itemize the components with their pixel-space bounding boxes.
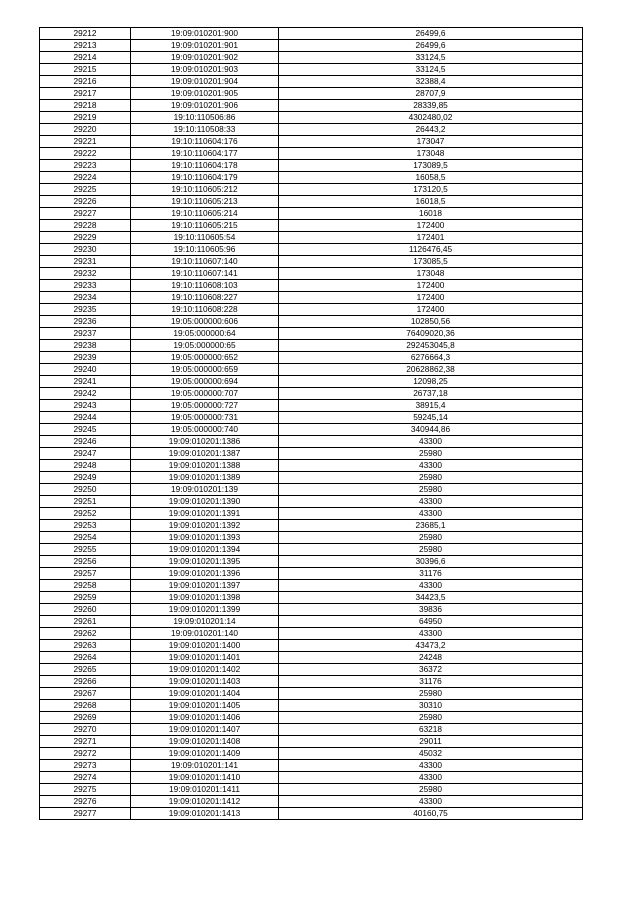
value-cell: 36372	[279, 664, 583, 676]
value-cell: 172400	[279, 304, 583, 316]
table-row	[40, 592, 583, 604]
row-number-cell: 29257	[40, 568, 131, 580]
row-number-cell: 29225	[40, 184, 131, 196]
row-number-cell: 29226	[40, 196, 131, 208]
table-row	[40, 664, 583, 676]
cadastral-number-cell: 19:10:110607:140	[131, 256, 279, 268]
value-cell: 59245,14	[279, 412, 583, 424]
row-number-cell: 29273	[40, 760, 131, 772]
cadastral-number-cell: 19:09:010201:1408	[131, 736, 279, 748]
cadastral-number-cell: 19:10:110604:177	[131, 148, 279, 160]
cadastral-number-cell: 19:09:010201:1389	[131, 472, 279, 484]
cadastral-number-cell: 19:09:010201:1386	[131, 436, 279, 448]
row-number-cell: 29251	[40, 496, 131, 508]
table-row	[40, 244, 583, 256]
value-cell: 16058,5	[279, 172, 583, 184]
table-row	[40, 604, 583, 616]
row-number-cell: 29258	[40, 580, 131, 592]
table-row	[40, 784, 583, 796]
row-number-cell: 29213	[40, 40, 131, 52]
value-cell: 64950	[279, 616, 583, 628]
table-row	[40, 112, 583, 124]
cadastral-number-cell: 19:10:110605:212	[131, 184, 279, 196]
table-row	[40, 712, 583, 724]
cadastral-number-cell: 19:10:110605:54	[131, 232, 279, 244]
cadastral-number-cell: 19:05:000000:731	[131, 412, 279, 424]
row-number-cell: 29244	[40, 412, 131, 424]
row-number-cell: 29214	[40, 52, 131, 64]
table-row	[40, 640, 583, 652]
cadastral-number-cell: 19:10:110608:227	[131, 292, 279, 304]
row-number-cell: 29256	[40, 556, 131, 568]
value-cell: 173048	[279, 148, 583, 160]
cadastral-number-cell: 19:09:010201:141	[131, 760, 279, 772]
value-cell: 43300	[279, 772, 583, 784]
cadastral-number-cell: 19:09:010201:1390	[131, 496, 279, 508]
row-number-cell: 29235	[40, 304, 131, 316]
cadastral-number-cell: 19:09:010201:1391	[131, 508, 279, 520]
value-cell: 26443,2	[279, 124, 583, 136]
row-number-cell: 29254	[40, 532, 131, 544]
cadastral-number-cell: 19:09:010201:1395	[131, 556, 279, 568]
cadastral-number-cell: 19:09:010201:906	[131, 100, 279, 112]
value-cell: 45032	[279, 748, 583, 760]
value-cell: 76409020,36	[279, 328, 583, 340]
value-cell: 16018	[279, 208, 583, 220]
row-number-cell: 29239	[40, 352, 131, 364]
row-number-cell: 29229	[40, 232, 131, 244]
table-row	[40, 484, 583, 496]
row-number-cell: 29231	[40, 256, 131, 268]
value-cell: 30396,6	[279, 556, 583, 568]
table-row	[40, 100, 583, 112]
row-number-cell: 29259	[40, 592, 131, 604]
row-number-cell: 29269	[40, 712, 131, 724]
value-cell: 172401	[279, 232, 583, 244]
cadastral-number-cell: 19:10:110604:178	[131, 160, 279, 172]
table-row	[40, 400, 583, 412]
value-cell: 39836	[279, 604, 583, 616]
row-number-cell: 29265	[40, 664, 131, 676]
value-cell: 28339,85	[279, 100, 583, 112]
value-cell: 43300	[279, 460, 583, 472]
row-number-cell: 29270	[40, 724, 131, 736]
value-cell: 173089,5	[279, 160, 583, 172]
row-number-cell: 29216	[40, 76, 131, 88]
row-number-cell: 29248	[40, 460, 131, 472]
cadastral-number-cell: 19:09:010201:1403	[131, 676, 279, 688]
row-number-cell: 29264	[40, 652, 131, 664]
cadastral-number-cell: 19:09:010201:1398	[131, 592, 279, 604]
value-cell: 172400	[279, 220, 583, 232]
table-row	[40, 532, 583, 544]
row-number-cell: 29246	[40, 436, 131, 448]
cadastral-number-cell: 19:05:000000:740	[131, 424, 279, 436]
cadastral-number-cell: 19:09:010201:1388	[131, 460, 279, 472]
table-row	[40, 184, 583, 196]
table-row	[40, 292, 583, 304]
cadastral-number-cell: 19:09:010201:1392	[131, 520, 279, 532]
cadastral-number-cell: 19:09:010201:900	[131, 28, 279, 40]
table-row	[40, 724, 583, 736]
row-number-cell: 29263	[40, 640, 131, 652]
table-row	[40, 760, 583, 772]
table-row	[40, 352, 583, 364]
table-row	[40, 472, 583, 484]
row-number-cell: 29266	[40, 676, 131, 688]
row-number-cell: 29223	[40, 160, 131, 172]
value-cell: 63218	[279, 724, 583, 736]
row-number-cell: 29250	[40, 484, 131, 496]
row-number-cell: 29217	[40, 88, 131, 100]
table-row	[40, 520, 583, 532]
cadastral-number-cell: 19:09:010201:1409	[131, 748, 279, 760]
value-cell: 43300	[279, 496, 583, 508]
table-row	[40, 76, 583, 88]
value-cell: 26499,6	[279, 28, 583, 40]
cadastral-number-cell: 19:05:000000:727	[131, 400, 279, 412]
cadastral-number-cell: 19:10:110508:33	[131, 124, 279, 136]
value-cell: 292453045,8	[279, 340, 583, 352]
table-row	[40, 700, 583, 712]
table-row	[40, 580, 583, 592]
value-cell: 1126476,45	[279, 244, 583, 256]
value-cell: 38915,4	[279, 400, 583, 412]
row-number-cell: 29271	[40, 736, 131, 748]
value-cell: 173085,5	[279, 256, 583, 268]
table-row	[40, 412, 583, 424]
row-number-cell: 29241	[40, 376, 131, 388]
table-row	[40, 748, 583, 760]
table-row	[40, 772, 583, 784]
row-number-cell: 29228	[40, 220, 131, 232]
value-cell: 25980	[279, 472, 583, 484]
cadastral-number-cell: 19:05:000000:606	[131, 316, 279, 328]
cadastral-number-cell: 19:09:010201:902	[131, 52, 279, 64]
table-row	[40, 688, 583, 700]
table-row	[40, 304, 583, 316]
cadastral-number-cell: 19:05:000000:64	[131, 328, 279, 340]
cadastral-number-cell: 19:10:110506:86	[131, 112, 279, 124]
row-number-cell: 29242	[40, 388, 131, 400]
value-cell: 28707,9	[279, 88, 583, 100]
value-cell: 23685,1	[279, 520, 583, 532]
row-number-cell: 29236	[40, 316, 131, 328]
value-cell: 6276664,3	[279, 352, 583, 364]
cadastral-number-cell: 19:09:010201:1405	[131, 700, 279, 712]
value-cell: 25980	[279, 484, 583, 496]
cadastral-number-cell: 19:09:010201:903	[131, 64, 279, 76]
table-row	[40, 52, 583, 64]
cadastral-number-cell: 19:09:010201:901	[131, 40, 279, 52]
value-cell: 173120,5	[279, 184, 583, 196]
table-row	[40, 796, 583, 808]
value-cell: 25980	[279, 688, 583, 700]
table-row	[40, 316, 583, 328]
cadastral-number-cell: 19:09:010201:1393	[131, 532, 279, 544]
cadastral-number-cell: 19:09:010201:904	[131, 76, 279, 88]
value-cell: 173047	[279, 136, 583, 148]
row-number-cell: 29227	[40, 208, 131, 220]
row-number-cell: 29237	[40, 328, 131, 340]
value-cell: 43300	[279, 796, 583, 808]
value-cell: 43300	[279, 628, 583, 640]
row-number-cell: 29267	[40, 688, 131, 700]
value-cell: 40160,75	[279, 808, 583, 820]
row-number-cell: 29275	[40, 784, 131, 796]
value-cell: 33124,5	[279, 52, 583, 64]
table-row	[40, 556, 583, 568]
table-row	[40, 364, 583, 376]
cadastral-number-cell: 19:09:010201:1394	[131, 544, 279, 556]
cadastral-number-cell: 19:05:000000:694	[131, 376, 279, 388]
table-row	[40, 172, 583, 184]
table-row	[40, 232, 583, 244]
cadastral-number-cell: 19:05:000000:65	[131, 340, 279, 352]
row-number-cell: 29260	[40, 604, 131, 616]
row-number-cell: 29247	[40, 448, 131, 460]
cadastral-number-cell: 19:05:000000:659	[131, 364, 279, 376]
table-row	[40, 268, 583, 280]
cadastral-number-cell: 19:09:010201:1402	[131, 664, 279, 676]
table-row	[40, 196, 583, 208]
table-row	[40, 736, 583, 748]
table-row	[40, 28, 583, 40]
table-row	[40, 496, 583, 508]
value-cell: 34423,5	[279, 592, 583, 604]
value-cell: 172400	[279, 292, 583, 304]
value-cell: 25980	[279, 544, 583, 556]
cadastral-number-cell: 19:10:110604:176	[131, 136, 279, 148]
table-row	[40, 136, 583, 148]
table-row	[40, 568, 583, 580]
value-cell: 172400	[279, 280, 583, 292]
cadastral-number-cell: 19:10:110605:215	[131, 220, 279, 232]
cadastral-number-cell: 19:09:010201:1406	[131, 712, 279, 724]
row-number-cell: 29253	[40, 520, 131, 532]
cadastral-number-cell: 19:10:110607:141	[131, 268, 279, 280]
value-cell: 26737,18	[279, 388, 583, 400]
row-number-cell: 29272	[40, 748, 131, 760]
value-cell: 30310	[279, 700, 583, 712]
cadastral-number-cell: 19:10:110605:213	[131, 196, 279, 208]
table-row	[40, 508, 583, 520]
cadastral-number-cell: 19:05:000000:652	[131, 352, 279, 364]
row-number-cell: 29245	[40, 424, 131, 436]
row-number-cell: 29230	[40, 244, 131, 256]
value-cell: 24248	[279, 652, 583, 664]
cadastral-number-cell: 19:10:110608:228	[131, 304, 279, 316]
table-row	[40, 280, 583, 292]
value-cell: 12098,25	[279, 376, 583, 388]
value-cell: 20628862,38	[279, 364, 583, 376]
table-row	[40, 436, 583, 448]
cadastral-number-cell: 19:09:010201:1410	[131, 772, 279, 784]
row-number-cell: 29220	[40, 124, 131, 136]
row-number-cell: 29238	[40, 340, 131, 352]
table-row	[40, 160, 583, 172]
cadastral-number-cell: 19:09:010201:1412	[131, 796, 279, 808]
row-number-cell: 29243	[40, 400, 131, 412]
table-row	[40, 124, 583, 136]
cadastral-value-table	[39, 27, 583, 820]
row-number-cell: 29276	[40, 796, 131, 808]
value-cell: 43300	[279, 760, 583, 772]
value-cell: 25980	[279, 784, 583, 796]
cadastral-number-cell: 19:09:010201:1411	[131, 784, 279, 796]
row-number-cell: 29233	[40, 280, 131, 292]
value-cell: 31176	[279, 676, 583, 688]
table-body	[40, 28, 583, 820]
value-cell: 25980	[279, 532, 583, 544]
row-number-cell: 29218	[40, 100, 131, 112]
value-cell: 43300	[279, 508, 583, 520]
cadastral-number-cell: 19:09:010201:1407	[131, 724, 279, 736]
value-cell: 43300	[279, 580, 583, 592]
cadastral-number-cell: 19:05:000000:707	[131, 388, 279, 400]
table-row	[40, 88, 583, 100]
value-cell: 16018,5	[279, 196, 583, 208]
cadastral-number-cell: 19:09:010201:1400	[131, 640, 279, 652]
table-row	[40, 460, 583, 472]
cadastral-number-cell: 19:10:110604:179	[131, 172, 279, 184]
table-row	[40, 676, 583, 688]
value-cell: 173048	[279, 268, 583, 280]
table-row	[40, 148, 583, 160]
cadastral-number-cell: 19:10:110608:103	[131, 280, 279, 292]
row-number-cell: 29274	[40, 772, 131, 784]
cadastral-number-cell: 19:09:010201:1401	[131, 652, 279, 664]
value-cell: 43473,2	[279, 640, 583, 652]
table-row	[40, 220, 583, 232]
row-number-cell: 29215	[40, 64, 131, 76]
row-number-cell: 29252	[40, 508, 131, 520]
row-number-cell: 29234	[40, 292, 131, 304]
cadastral-number-cell: 19:10:110605:214	[131, 208, 279, 220]
value-cell: 25980	[279, 712, 583, 724]
cadastral-number-cell: 19:09:010201:905	[131, 88, 279, 100]
cadastral-number-cell: 19:09:010201:1396	[131, 568, 279, 580]
table-row	[40, 376, 583, 388]
row-number-cell: 29221	[40, 136, 131, 148]
table-row	[40, 40, 583, 52]
table-row	[40, 340, 583, 352]
table-row	[40, 424, 583, 436]
row-number-cell: 29240	[40, 364, 131, 376]
table-row	[40, 628, 583, 640]
table-row	[40, 616, 583, 628]
table-row	[40, 808, 583, 820]
row-number-cell: 29261	[40, 616, 131, 628]
value-cell: 340944,86	[279, 424, 583, 436]
cadastral-number-cell: 19:10:110605:96	[131, 244, 279, 256]
cadastral-number-cell: 19:09:010201:1387	[131, 448, 279, 460]
cadastral-number-cell: 19:09:010201:1413	[131, 808, 279, 820]
cadastral-number-cell: 19:09:010201:1404	[131, 688, 279, 700]
row-number-cell: 29219	[40, 112, 131, 124]
cadastral-number-cell: 19:09:010201:14	[131, 616, 279, 628]
value-cell: 33124,5	[279, 64, 583, 76]
row-number-cell: 29277	[40, 808, 131, 820]
value-cell: 43300	[279, 436, 583, 448]
value-cell: 4302480,02	[279, 112, 583, 124]
row-number-cell: 29268	[40, 700, 131, 712]
row-number-cell: 29249	[40, 472, 131, 484]
row-number-cell: 29255	[40, 544, 131, 556]
table-row	[40, 208, 583, 220]
table-row	[40, 328, 583, 340]
value-cell: 31176	[279, 568, 583, 580]
table-row	[40, 256, 583, 268]
row-number-cell: 29222	[40, 148, 131, 160]
table-row	[40, 388, 583, 400]
table-row	[40, 544, 583, 556]
value-cell: 26499,6	[279, 40, 583, 52]
row-number-cell: 29212	[40, 28, 131, 40]
cadastral-number-cell: 19:09:010201:1399	[131, 604, 279, 616]
cadastral-number-cell: 19:09:010201:140	[131, 628, 279, 640]
table-row	[40, 448, 583, 460]
value-cell: 102850,56	[279, 316, 583, 328]
row-number-cell: 29262	[40, 628, 131, 640]
cadastral-number-cell: 19:09:010201:139	[131, 484, 279, 496]
table-row	[40, 652, 583, 664]
table-row	[40, 64, 583, 76]
value-cell: 25980	[279, 448, 583, 460]
value-cell: 29011	[279, 736, 583, 748]
row-number-cell: 29224	[40, 172, 131, 184]
cadastral-number-cell: 19:09:010201:1397	[131, 580, 279, 592]
row-number-cell: 29232	[40, 268, 131, 280]
value-cell: 32388,4	[279, 76, 583, 88]
